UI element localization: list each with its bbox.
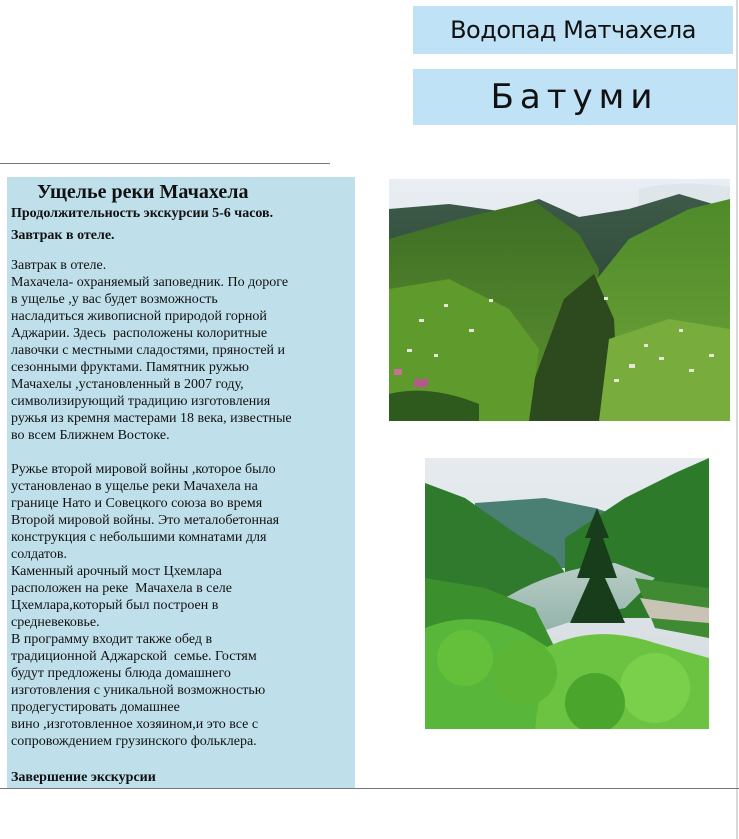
- text-line: установленао в ущелье реки Мачахела на: [11, 479, 258, 494]
- tour-paragraph-2: [11, 461, 355, 750]
- title-city-text: Батуми: [490, 77, 659, 117]
- text-line: Второй мировой войны. Это металобетонная: [11, 513, 280, 528]
- text-line: Махачела- охраняемый заповедник. По дороге: [11, 275, 289, 290]
- river-gorge-photo: [425, 458, 709, 729]
- text-line: сопровождением грузинского фольклера.: [11, 734, 257, 749]
- text-line: Ружье второй мировой войны ,которое было: [11, 462, 276, 477]
- text-line: изготовления с уникальной возможностью: [11, 683, 266, 698]
- tour-description-panel: [7, 177, 355, 788]
- text-line: Каменный арочный мост Цхемлара: [11, 564, 222, 579]
- text-line: В программу входит также обед в: [11, 632, 213, 647]
- tour-breakfast-note: Завтрак в отеле.: [11, 228, 115, 243]
- text-line: солдатов.: [11, 547, 68, 562]
- text-line: Цхемлара,который был построен в: [11, 598, 219, 613]
- text-line: символизирующий традицию изготовления: [11, 394, 271, 409]
- tour-duration: Продолжительность экскурсии 5-6 часов.: [11, 206, 274, 221]
- title-waterfall-text: Водопад Матчахела: [450, 16, 696, 44]
- bottom-divider: [0, 788, 739, 789]
- text-line: Аджарии. Здесь расположены колоритные: [11, 326, 268, 341]
- text-line: продегустировать домашнее: [11, 700, 180, 715]
- text-line: насладиться живописной природой горной: [11, 309, 267, 324]
- text-line: в ущелье ,у вас будет возможность: [11, 292, 218, 307]
- text-line: традиционной Аджарской семье. Гостям: [11, 649, 257, 664]
- text-line: Завтрак в отеле.: [11, 258, 107, 273]
- tour-paragraph-1: [11, 257, 355, 444]
- text-line: конструкция с небольшими комнатами для: [11, 530, 267, 545]
- mountain-valley-photo: [389, 179, 730, 421]
- text-line: расположен на реке Мачахела в селе: [11, 581, 232, 596]
- text-line: лавочки с местными сладостями, пряностей и: [11, 343, 286, 358]
- text-line: ружья из кремня мастерами 18 века, известные: [11, 411, 292, 426]
- page-edge-rule: [736, 0, 738, 839]
- tour-closing: Завершение экскурсии: [11, 770, 156, 785]
- page-title-city: [413, 69, 736, 125]
- text-line: во всем Ближнем Востоке.: [11, 428, 170, 443]
- top-divider: [0, 163, 330, 164]
- text-line: средневековье.: [11, 615, 100, 630]
- tour-heading: Ущелье реки Мачахела: [37, 181, 249, 203]
- text-line: Мачахелы ,установленный в 2007 году,: [11, 377, 244, 392]
- text-line: границе Нато и Совецкого союза во время: [11, 496, 263, 511]
- text-line: будут предложены блюда домашнего: [11, 666, 231, 681]
- text-line: сезонными фруктами. Памятник ружью: [11, 360, 249, 375]
- page-title-waterfall: [413, 6, 733, 54]
- text-line: вино ,изготовленное хозяином,и это все с: [11, 717, 259, 732]
